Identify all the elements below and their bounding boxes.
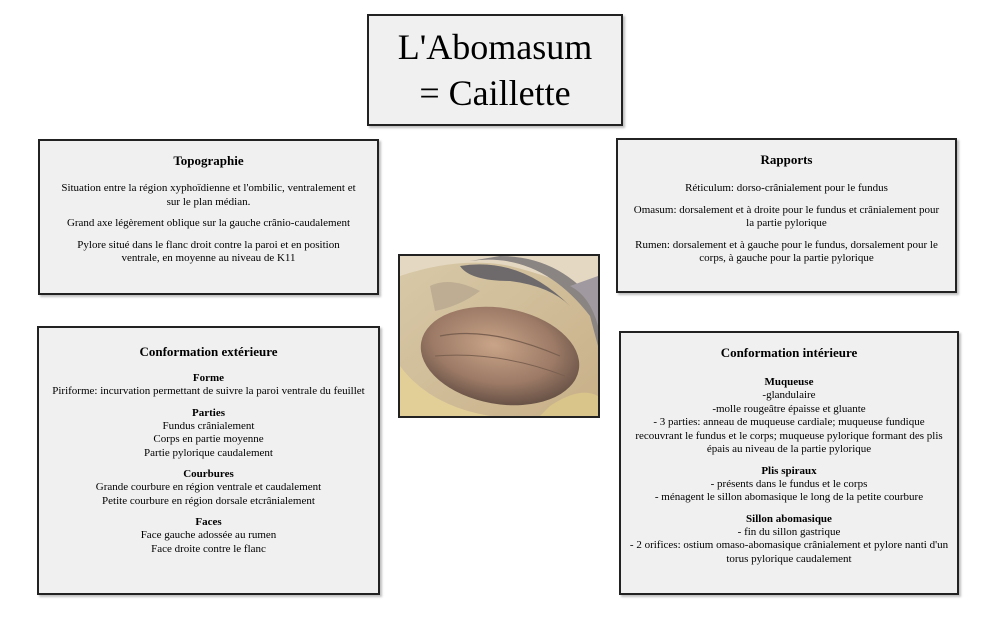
parties-section: [51, 406, 366, 461]
section-line: Face droite contre le flanc: [151, 542, 266, 555]
section-line: Petite courbure en région dorsale etcrânialement: [102, 494, 315, 507]
forme-section: [51, 371, 366, 399]
title-line-2: = Caillette: [419, 73, 571, 113]
conformation-interieure-heading: Conformation intérieure: [720, 345, 858, 360]
topographie-box: [38, 139, 379, 295]
section-line: Partie pylorique caudalement: [144, 446, 273, 459]
faces-section: [51, 515, 366, 556]
section-line: - ménagent le sillon abomasique le long de la petite courbure: [654, 491, 924, 503]
title-line-1: L'Abomasum: [397, 27, 593, 67]
rapports-heading: Rapports: [760, 152, 813, 167]
plis-spiraux-section: [629, 464, 949, 505]
section-title: Faces: [195, 516, 222, 528]
section-title: Muqueuse: [764, 376, 814, 388]
topographie-paragraph: Grand axe légèrement oblique sur la gauche crânio-caudalement: [66, 217, 351, 229]
conformation-exterieure-heading: Conformation extérieure: [139, 344, 278, 359]
sillon-abomasique-section: [629, 512, 949, 567]
section-line: Face gauche adossée au rumen: [140, 529, 277, 541]
section-line: - 3 parties: anneau de muqueuse cardiale; muqueuse fundique recouvrant le fundus et le corps; muqueuse pylorique formant des plis épais au niveau de la partie pylorique: [635, 416, 943, 455]
section-line: - présents dans le fundus et le corps: [710, 477, 868, 490]
section-line: - 2 orifices: ostium omaso-abomasique crânialement et pylore nanti d'un torus pylorique caudalement: [629, 539, 949, 565]
abomasum-photo: [398, 254, 600, 418]
section-title: Courbures: [183, 468, 234, 480]
section-line: Corps en partie moyenne: [153, 433, 264, 445]
rapports-paragraph: Rumen: dorsalement et à gauche pour le fundus, dorsalement pour le corps, à gauche pour la partie pylorique: [635, 238, 938, 264]
rapports-box: [616, 138, 957, 293]
section-title: Sillon abomasique: [746, 512, 832, 525]
section-line: -glandulaire: [762, 389, 816, 401]
section-line: - fin du sillon gastrique: [737, 525, 841, 538]
rapports-paragraph: Réticulum: dorso-crânialement pour le fundus: [685, 182, 888, 194]
conformation-exterieure-box: [37, 326, 380, 595]
rapports-paragraph: Omasum: dorsalement et à droite pour le fundus et crânialement pour la partie pylorique: [633, 203, 940, 229]
section-title: Forme: [192, 372, 225, 384]
section-line: -molle rougeâtre épaisse et gluante: [712, 402, 866, 415]
section-line: Piriforme: incurvation permettant de suivre la paroi ventrale du feuillet: [52, 385, 365, 397]
section-line: Fundus crânialement: [162, 419, 255, 432]
topographie-paragraph: Pylore situé dans le flanc droit contre la paroi et en position ventrale, en moyenne au niveau de K11: [77, 238, 340, 264]
title-box: [367, 14, 623, 126]
section-title: Plis spiraux: [761, 464, 817, 477]
topographie-paragraph: Situation entre la région xyphoïdienne et l'ombilic, ventralement et sur le plan médian.: [61, 182, 356, 208]
topographie-heading: Topographie: [173, 153, 244, 168]
section-line: Grande courbure en région ventrale et caudalement: [95, 481, 322, 493]
conformation-interieure-box: [619, 331, 959, 595]
courbures-section: [51, 467, 366, 508]
muqueuse-section: [629, 375, 949, 457]
section-title: Parties: [192, 406, 225, 419]
